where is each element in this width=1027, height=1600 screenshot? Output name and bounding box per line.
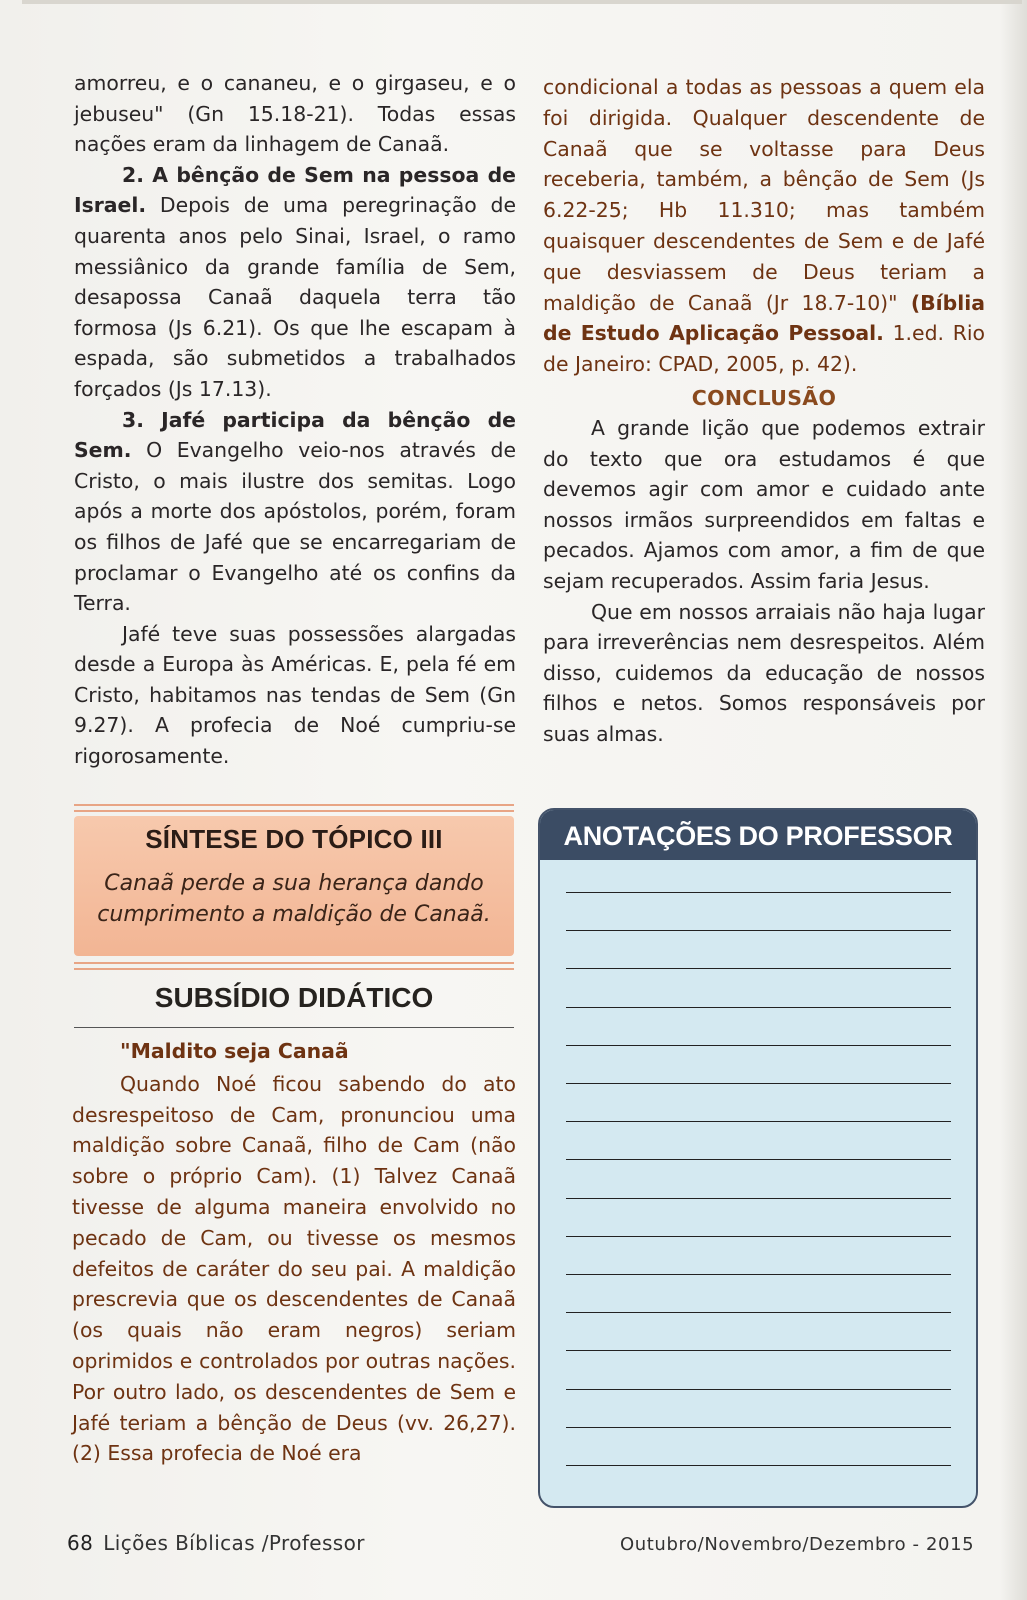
citation-bold: (Bíblia de Estudo Aplicação Pessoal. <box>543 290 985 346</box>
subtopic-3-heading: 3. Jafé participa da bênção de Sem. <box>74 407 516 463</box>
anotacoes-writing-line <box>566 1465 951 1466</box>
anotacoes-writing-line <box>566 1274 951 1275</box>
page-number: 68 <box>67 1531 94 1555</box>
anotacoes-writing-line <box>566 1389 951 1390</box>
footer-period: Outubro/Novembro/Dezembro - 2015 <box>620 1534 975 1555</box>
anotacoes-writing-line <box>566 1350 951 1351</box>
sintese-bottom-rule-2 <box>74 968 514 970</box>
publication-name: Lições Bíblicas /Professor <box>103 1531 365 1555</box>
subsidio-text: Quando Noé ficou sabendo do ato desrespeitoso de Cam, pronunciou uma maldição sobre Canaã, filho de Cam (não sobre o próprio Cam). (1) Talvez Canaã tivesse de alguma maneira envolvido no pecado de Cam, ou tivesse os mesmos defeitos de caráter do seu pai. A maldição prescrevia que os descendentes de Canaã (os quais não eram negros) seriam oprimidos e controlados por outras nações. Por outro lado, os descendentes de Sem e Jafé teriam a bênção de Deus (vv. 26,27). (2) Essa profecia de Noé era <box>72 1071 516 1466</box>
anotacoes-writing-line <box>566 968 951 969</box>
conclusao-paragraph-2: Que em nossos arraiais não haja lugar para irreverências nem desrespeitos. Além disso, cuidemos da educação de nossos filhos e netos. Somos responsáveis por suas almas. <box>543 599 985 746</box>
anotacoes-writing-line <box>566 1159 951 1160</box>
subsidio-rule <box>74 1027 514 1028</box>
subsidio-quote-heading: "Maldito seja Canaã <box>120 1039 349 1063</box>
anotacoes-writing-line <box>566 930 951 931</box>
sintese-box <box>74 802 514 972</box>
subtopic-2-heading: 2. A bênção de Sem na pessoa de Israel. <box>74 162 516 218</box>
anotacoes-writing-line <box>566 1198 951 1199</box>
subsidio-title: SUBSÍDIO DIDÁTICO <box>154 982 434 1013</box>
conclusao-paragraph-1: A grande lição que podemos extrair do texto que ora estudamos é que devemos agir com amor e cuidado ante nossos irmãos surpreendidos em faltas e pecados. Ajamos com amor, a fim de que sejam recuperados. Assim faria Jesus. <box>543 415 985 593</box>
subtopic-3 <box>74 405 516 619</box>
sintese-top-rule-2 <box>74 810 514 812</box>
subsidio-continuation-text: condicional a todas as pessoas a quem ela foi dirigida. Qualquer descendente de Canaã que se voltasse para Deus receberia, também, a bênção de Sem (Js 6.22-25; Hb 11.310; mas também quaisquer descendentes de Sem e de Jafé que desviassem de Deus teriam a maldição de Canaã (Jr 18.7-10)" <box>543 75 985 315</box>
anotacoes-writing-line <box>566 1045 951 1046</box>
right-column <box>543 72 985 750</box>
subsidio-continuation <box>543 72 985 380</box>
anotacoes-writing-line <box>566 1236 951 1237</box>
left-column <box>74 68 516 772</box>
anotacoes-writing-line <box>566 1083 951 1084</box>
subtopic-3-text: O Evangelho veio-nos através de Cristo, o mais ilustre dos semitas. Logo após a morte dos apóstolos, porém, foram os filhos de Jafé que se encarregariam de proclamar o Evangelho até os confins da Terra. <box>74 438 516 616</box>
anotacoes-writing-line <box>566 1007 951 1008</box>
citation-rest: 1.ed. Rio de Janeiro: CPAD, 2005, p. 42). <box>543 321 985 377</box>
page-edge-shadow <box>1000 0 1027 1600</box>
anotacoes-box <box>538 808 978 1508</box>
left-paragraph-4: Jafé teve suas possessões alargadas desde a Europa às Américas. E, pela fé em Cristo, habitamos nas tendas de Sem (Gn 9.27). A profecia de Noé cumpriu-se rigorosamente. <box>74 621 516 769</box>
subsidio-body <box>72 1036 516 1469</box>
anotacoes-title: ANOTAÇÕES DO PROFESSOR <box>540 810 976 860</box>
footer-left <box>67 1531 365 1555</box>
anotacoes-writing-line <box>566 892 951 893</box>
conclusao-title: CONCLUSÃO <box>691 385 837 410</box>
sintese-top-rule <box>74 804 514 806</box>
anotacoes-writing-line <box>566 1121 951 1122</box>
anotacoes-writing-line <box>566 1312 951 1313</box>
subtopic-2 <box>74 160 516 405</box>
sintese-bottom-rule <box>74 962 514 964</box>
subtopic-2-text: Depois de uma peregrinação de quarenta anos pelo Sinai, Israel, o ramo messiânico da grande família de Sem, desapossa Canaã daquela terra tão formosa (Js 6.21). Os que lhe escapam à espada, são submetidos a trabalhados forçados (Js 17.13). <box>74 193 516 401</box>
top-rule <box>22 0 1022 4</box>
left-paragraph-1: amorreu, e o cananeu, e o girgaseu, e o jebuseu" (Gn 15.18-21). Todas essas nações eram da linhagem de Canaã. <box>74 71 516 157</box>
anotacoes-writing-line <box>566 1427 951 1428</box>
sintese-title: SÍNTESE DO TÓPICO III <box>145 824 443 854</box>
sintese-text: Canaã perde a sua herança dando cumprimento a maldição de Canaã. <box>97 871 491 927</box>
